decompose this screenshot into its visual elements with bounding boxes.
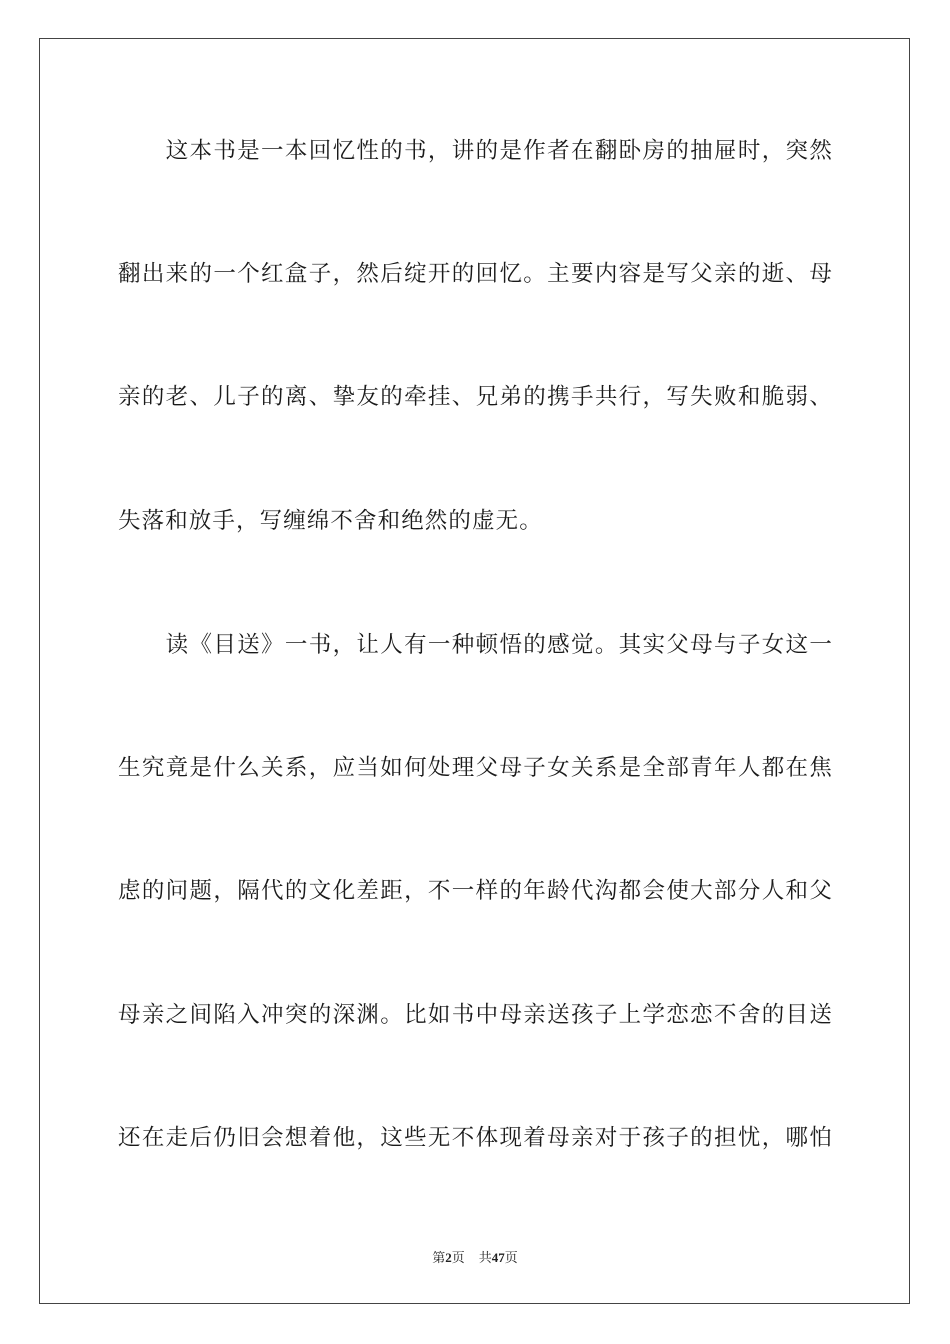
paragraph-line: 翻出来的一个红盒子，然后绽开的回忆。主要内容是写父亲的逝、母 — [118, 261, 833, 287]
page-footer — [0, 1247, 950, 1266]
paragraph-line: 母亲之间陷入冲突的深渊。比如书中母亲送孩子上学恋恋不舍的目送 — [118, 1002, 833, 1028]
paragraph-line: 还在走后仍旧会想着他，这些无不体现着母亲对于孩子的担忧，哪怕 — [118, 1125, 833, 1151]
paragraph-line: 生究竟是什么关系，应当如何处理父母子女关系是全部青年人都在焦 — [118, 755, 833, 781]
paragraph-line: 读《目送》一书，让人有一种顿悟的感觉。其实父母与子女这一 — [118, 632, 833, 658]
paragraph-line: 亲的老、儿子的离、挚友的牵挂、兄弟的携手共行，写失败和脆弱、 — [118, 384, 833, 410]
total-prefix: 共 — [478, 1250, 492, 1265]
total-suffix: 页 — [504, 1250, 518, 1265]
paragraph-line: 这本书是一本回忆性的书，讲的是作者在翻卧房的抽屉时，突然 — [118, 138, 833, 164]
paragraph-line: 虑的问题，隔代的文化差距，不一样的年龄代沟都会使大部分人和父 — [118, 878, 833, 904]
page-border — [39, 38, 910, 1304]
page-suffix: 页 — [451, 1250, 465, 1265]
paragraph-line: 失落和放手，写缠绵不舍和绝然的虚无。 — [118, 508, 543, 534]
page-prefix: 第 — [432, 1250, 446, 1265]
total-pages: 47 — [491, 1250, 505, 1265]
page-number: 2 — [445, 1250, 452, 1265]
